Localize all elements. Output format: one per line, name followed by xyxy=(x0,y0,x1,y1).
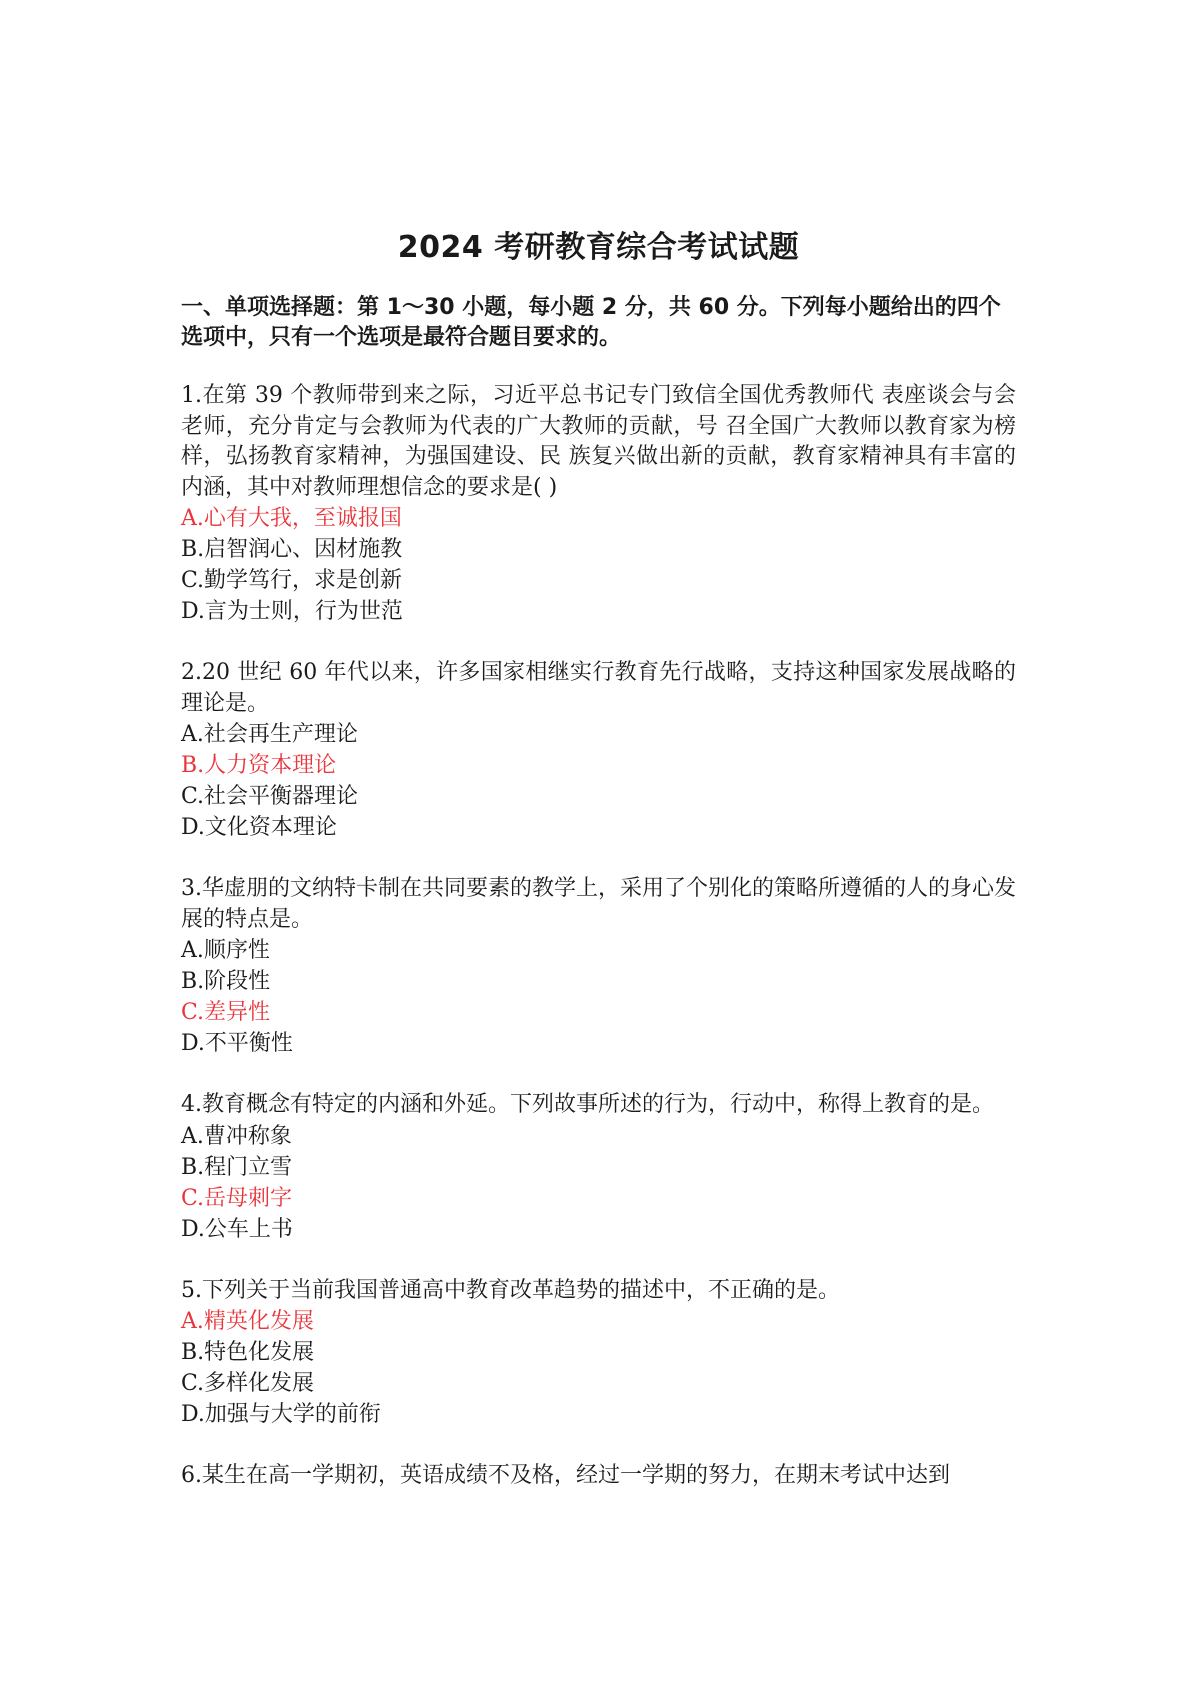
option-list xyxy=(181,935,1016,1059)
document-title: 2024 考研教育综合考试试题 xyxy=(397,230,800,265)
option-d: D.加强与大学的前衔 xyxy=(181,1402,381,1427)
question-3 xyxy=(181,874,1016,1059)
question-text: 3.华虚朋的文纳特卡制在共同要素的教学上，采用了个别化的策略所遵循的人的身心发展的特点是。 xyxy=(181,876,1016,932)
question-5 xyxy=(181,1276,1016,1431)
option-c: C.多样化发展 xyxy=(181,1371,315,1396)
option-c: C.社会平衡器理论 xyxy=(181,784,359,809)
document-content xyxy=(181,226,1016,1524)
question-4 xyxy=(181,1090,1016,1245)
option-b: B.启智润心、因材施教 xyxy=(181,537,403,562)
option-list xyxy=(181,719,1016,843)
option-a: A.精英化发展 xyxy=(181,1309,314,1334)
question-6 xyxy=(181,1461,1016,1493)
option-c: C.勤学笃行，求是创新 xyxy=(181,568,403,593)
option-d: D.言为士则，行为世范 xyxy=(181,599,403,624)
option-a: A.心有大我，至诚报国 xyxy=(181,506,402,531)
question-text: 2.20 世纪 60 年代以来，许多国家相继实行教育先行战略，支持这种国家发展战略的理论是。 xyxy=(181,660,1016,716)
option-d: D.不平衡性 xyxy=(181,1031,293,1056)
question-text: 6.某生在高一学期初，英语成绩不及格，经过一学期的努力，在期末考试中达到 xyxy=(181,1463,950,1488)
question-text: 1.在第 39 个教师带到来之际，习近平总书记专门致信全国优秀教师代 表座谈会与会老师，充分肯定与会教师为代表的广大教师的贡献，号 召全国广大教师以教育家为榜样，弘扬教育家精神，为强国建设、民 族复兴做出新的贡献，教育家精神具有丰富的内涵，其中对教师理想信念的要求是( ) xyxy=(181,383,1016,500)
option-b: B.特色化发展 xyxy=(181,1340,315,1365)
option-list xyxy=(181,503,1016,627)
question-text: 5.下列关于当前我国普通高中教育改革趋势的描述中，不正确的是。 xyxy=(181,1277,840,1303)
option-b: B.程门立雪 xyxy=(181,1154,293,1180)
option-list xyxy=(181,1306,1016,1430)
option-d: D.公车上书 xyxy=(181,1216,293,1242)
option-b: B.阶段性 xyxy=(181,969,271,994)
option-a: A.曹冲称象 xyxy=(181,1123,292,1149)
question-1 xyxy=(181,381,1016,627)
option-c: C.岳母刺字 xyxy=(181,1185,293,1211)
section-heading: 一、单项选择题：第 1～30 小题，每小题 2 分，共 60 分。下列每小题给出的四个选项中，只有一个选项是最符合题目要求的。 xyxy=(181,295,1001,350)
option-list xyxy=(181,1121,1016,1245)
question-text: 4.教育概念有特定的内涵和外延。下列故事所述的行为，行动中，称得上教育的是。 xyxy=(181,1092,994,1117)
question-2 xyxy=(181,658,1016,843)
option-b: B.人力资本理论 xyxy=(181,753,337,778)
option-a: A.社会再生产理论 xyxy=(181,722,358,747)
option-c: C.差异性 xyxy=(181,1000,271,1025)
option-d: D.文化资本理论 xyxy=(181,815,337,840)
option-a: A.顺序性 xyxy=(181,938,270,963)
